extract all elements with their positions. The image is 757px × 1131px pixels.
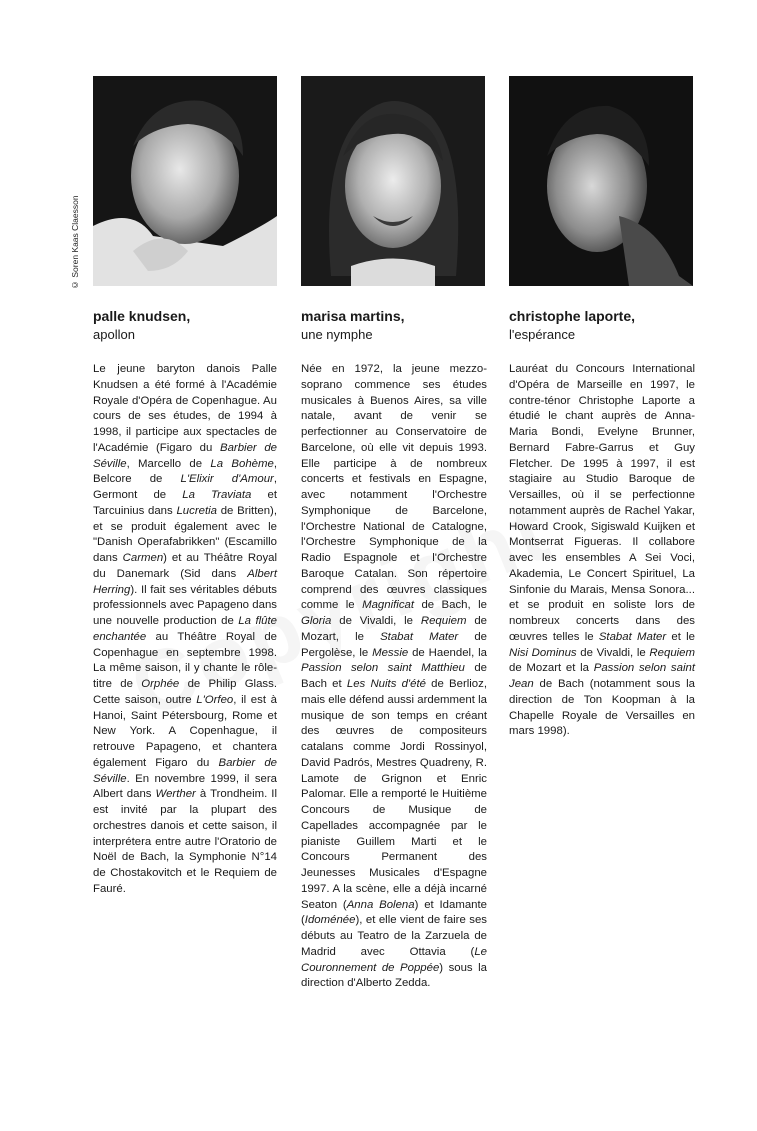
portrait-photo-christophe-laporte — [509, 76, 693, 286]
bio-text: , il est à Hanoi, Saint Pétersbourg, Rome et New York. A Copenhague, il retrouve Papageno, et chantera également Figaro du — [93, 693, 277, 769]
work-title: Anna Bolena — [346, 898, 415, 911]
bio-text: Née en 1972, la jeune mezzo-soprano commence ses études musicales à Buenos Aires, sa ville natale, avant de venir se perfectionner au Conservatoire de Barcelone, où elle vit depuis 1993. Elle participe à de nombreux concerts et festivals en Espagne, avec notamment l'Orchestre Symphonique de Barcelone, l'Orchestre National de Catalogne, l'Orchestre Symphonique de la Radio Espagnole et l'Orchestre Baroque Catalan. Son répertoire comprend des œuvres classiques comme le — [301, 363, 487, 612]
work-title: Gloria — [301, 615, 332, 627]
bio-text: , Germont de — [93, 473, 277, 501]
bio-text: de Bach (notamment sous la direction de Ton Koopman à la Chapelle Royale de Versailles en mars 1998). — [509, 678, 695, 738]
bio-text: de Berlioz, mais elle défend aussi ardemment la musique de son temps en créant des œuvres de compositeurs catalans comme Jordi Rossinyol, David Padrós, Mestres Quadreny, R. Lamote de Grignon et Enric Palomar. Elle a remporté le Huitième Concours de Musique de Capellades accompagnée par le pianiste Guillem Marti et le Concours Permanent des Jeunesses Musicales d'Espagne 1997. A la scène, elle a déjà incarné Seaton ( — [301, 678, 488, 911]
bio-text: ) sous la direction d'Alberto Zedda. — [301, 961, 487, 990]
bio-text: de Britten), et se produit également avec le "Danish Operafabrikken" (Escamillo dans — [93, 504, 277, 564]
bio-text: de Pergolèse, le — [301, 630, 487, 659]
work-title: La Bohème — [210, 457, 274, 470]
work-title: Messie — [372, 646, 409, 659]
artist-biography — [509, 362, 695, 740]
work-title: Lucretia — [176, 504, 217, 517]
bio-text: de Vivaldi, le — [576, 646, 650, 659]
bio-text: de Bach, le — [414, 599, 487, 612]
bio-text: Lauréat du Concours International d'Opéra de Marseille en 1997, le contre-ténor Christophe Laporte a étudié le chant auprès de Anna-Maria Bondi, Evelyne Brunner, Bernard Fabre-Garrus et Guy Fletcher. De 1995 à 1997, il est stagiaire au Studio Baroque de Versailles, où il se perfectionne notamment auprès de Rachel Yakar, Howard Crook, Sigiswald Kuijken et Montserrat Figueras. Il collabore avec les ensembles A Sei Voci, Akademia, Le Concert Spirituel, La Sinfonie du Marais, Mensa Sonora... et se produit en soliste lors de nombreux concerts dans des œuvres telles le — [509, 363, 695, 643]
bio-text: , Belcore de — [93, 457, 277, 486]
work-title: Requiem — [649, 646, 696, 659]
work-title: Nisi Dominus — [509, 646, 577, 659]
bio-text: et le — [666, 630, 696, 643]
work-title: L'Orfeo — [196, 693, 234, 706]
bio-text: à Trondheim. Il est invité par la plupart des orchestres danois et cette saison, il interprétera entre autre l'Oratorio de Noël de Bach, la Symphonie N°14 de Chostakovitch et le Requiem de Fauré. — [93, 788, 277, 895]
artist-name: christophe laporte, — [509, 308, 636, 324]
work-title: Albert Herring — [93, 567, 277, 596]
work-title: Les Nuits d'été — [346, 678, 426, 690]
work-title: Requiem — [420, 615, 467, 627]
portrait-photo-marisa-martins — [301, 76, 485, 286]
work-title: Passion selon saint Matthieu — [301, 662, 465, 675]
bio-text: . En novembre 1999, il sera Albert dans — [93, 772, 277, 801]
work-title: Stabat Mater — [598, 630, 667, 643]
bio-text: de Philip Glass. Cette saison, outre — [93, 678, 277, 706]
artist-name: marisa martins, — [301, 308, 405, 324]
artist-biography — [301, 362, 487, 992]
artist-biography — [93, 362, 277, 898]
artist-role: apollon — [93, 327, 135, 342]
artist-role: l'espérance — [509, 327, 576, 342]
work-title: Carmen — [122, 552, 164, 564]
work-title: Idoménée — [304, 914, 356, 927]
artist-name: palle knudsen, — [93, 308, 191, 324]
work-title: Barbier de Séville — [93, 756, 277, 785]
bio-text: ) et Idamante ( — [301, 898, 487, 927]
bio-text: ), et elle vient de faire ses débuts au Teatro de la Zarzuela de Madrid avec Ottavia ( — [301, 914, 487, 958]
artist-role: une nymphe — [301, 327, 373, 342]
work-title: La flûte enchantée — [93, 615, 277, 643]
bio-text: de Mozart, le — [301, 615, 487, 643]
work-title: Passion selon saint Jean — [509, 662, 695, 690]
photo-credit: © Soren Kaas Claesson — [70, 195, 80, 290]
bio-text: de Bach et — [301, 662, 487, 690]
bio-text: Le jeune baryton danois Palle Knudsen a été formé à l'Académie Royale d'Opéra de Copenhague. Au cours de ses études, de 1994 à 1998, il participe aux spectacles de l'Académie (Figaro du — [93, 363, 277, 454]
work-title: Orphée — [141, 678, 180, 690]
work-title: Le Couronnement de Poppée — [301, 945, 487, 974]
bio-text: de Vivaldi, le — [331, 615, 421, 627]
bio-text: et Tarcuinius dans — [93, 489, 277, 517]
work-title: La Traviata — [182, 489, 252, 501]
bio-text: de Mozart et la — [509, 662, 594, 675]
work-title: L'Elixir d'Amour — [180, 473, 274, 486]
bio-text: de Haendel, la — [408, 646, 487, 659]
bio-text: au Théâtre Royal de Copenhague en septembre 1998. La même saison, il y chante le rôle-titre de — [93, 630, 277, 690]
work-title: Werther — [155, 788, 196, 801]
bio-text: ) et au Théâtre Royal du Danemark (Sid dans — [93, 552, 277, 580]
work-title: Magnificat — [362, 599, 415, 612]
work-title: Stabat Mater — [380, 630, 459, 643]
portrait-photo-palle-knudsen — [93, 76, 277, 286]
work-title: Barbier de Séville — [93, 441, 277, 470]
bio-text: , Marcello de — [126, 457, 211, 470]
bio-text: ). Il fait ses véritables débuts professionnels avec Papageno dans une nouvelle production de — [93, 583, 277, 627]
